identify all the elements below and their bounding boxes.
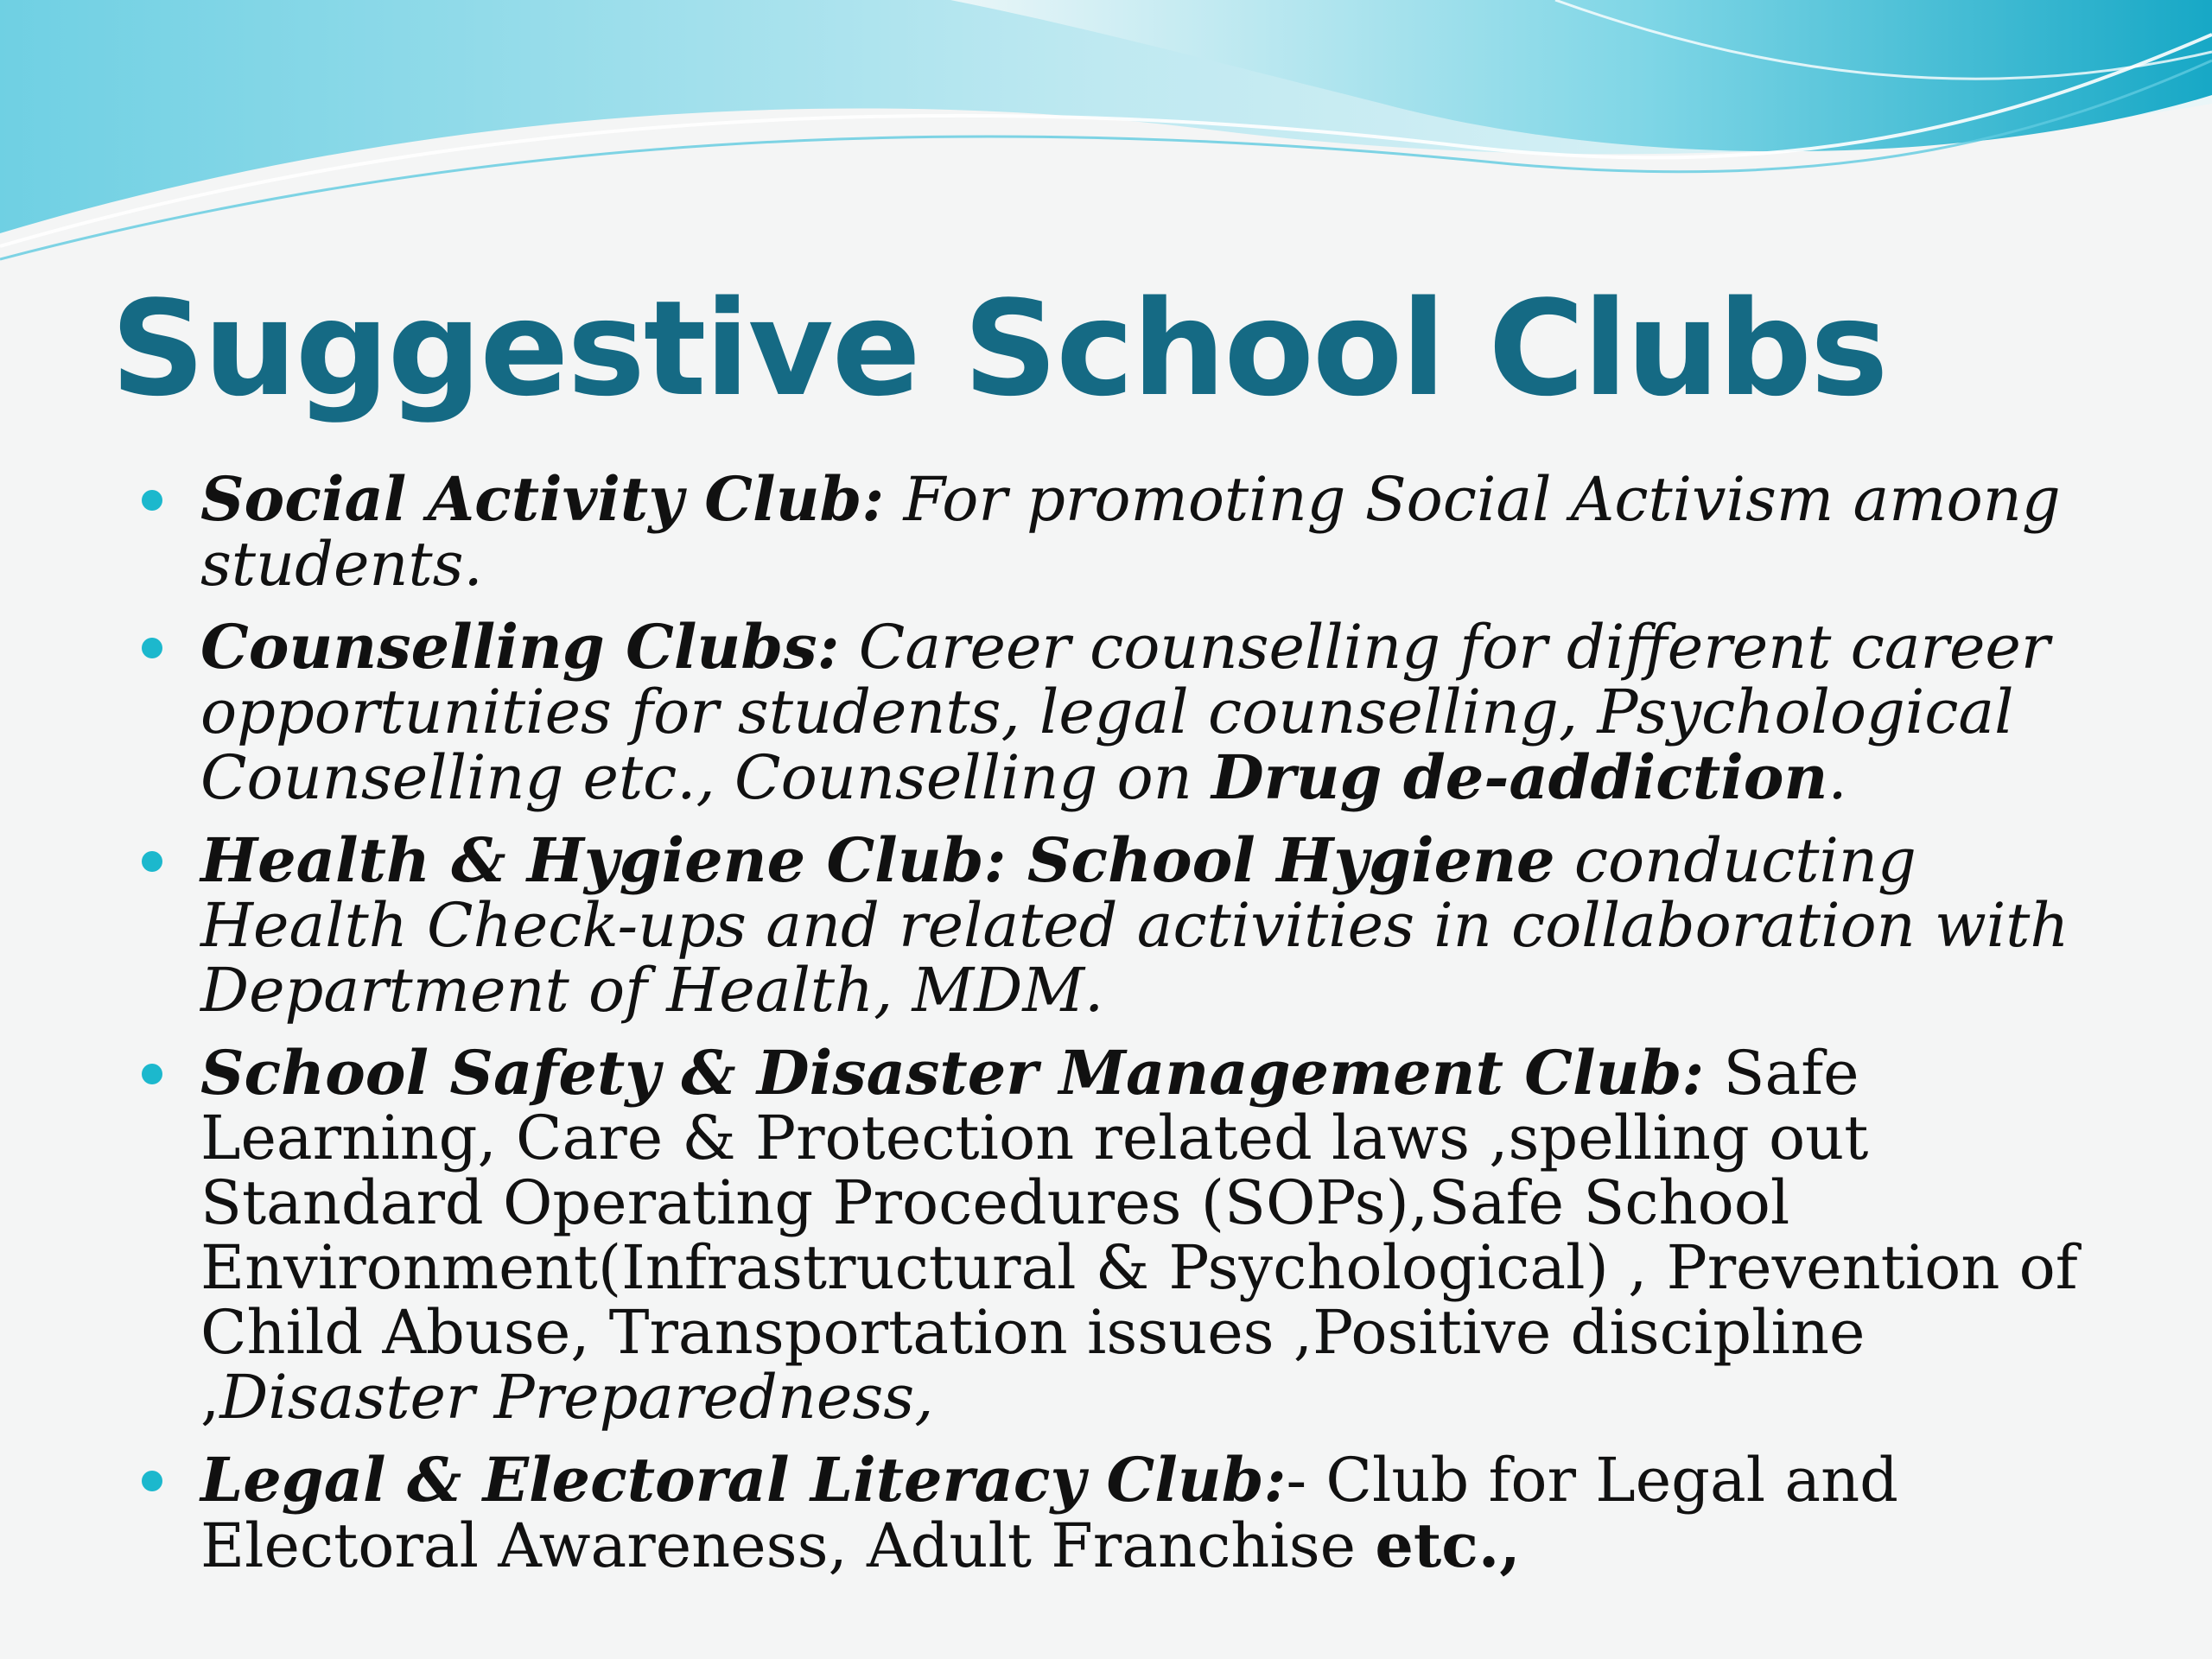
emphasis-text: Disaster Preparedness, xyxy=(219,1362,934,1433)
emphasis-text: etc., xyxy=(1375,1510,1521,1581)
club-name: Social Activity Club: xyxy=(200,463,885,535)
bullet-icon xyxy=(142,1471,162,1491)
bullet-icon xyxy=(142,1064,162,1084)
club-list xyxy=(138,463,2126,1596)
club-description: For promoting Social Activism among students. xyxy=(200,464,2061,600)
list-item xyxy=(138,611,2126,813)
bullet-icon xyxy=(142,638,162,658)
club-name: Legal & Electoral Literacy Club: xyxy=(200,1444,1287,1516)
header-wave-decoration xyxy=(0,0,2212,276)
list-item xyxy=(138,824,2126,1026)
list-item xyxy=(138,1444,2126,1581)
club-description: Safe Learning, Care & Protection related laws ,spelling out Standard Operating Procedures (SOPs),Safe School Environment(Infrastructural & Psychological) , Prevention of Child Abuse, Transportation issues ,Positive discipline , xyxy=(200,1038,2078,1433)
bullet-icon xyxy=(142,851,162,872)
list-item xyxy=(138,1037,2126,1433)
club-name: Counselling Clubs: xyxy=(200,611,840,683)
club-name: Health & Hygiene Club: School Hygiene xyxy=(200,824,1555,896)
emphasis-text: Drug de-addiction xyxy=(1211,741,1828,813)
bullet-icon xyxy=(142,490,162,511)
page-title: Suggestive School Clubs xyxy=(111,272,1887,425)
club-name: School Safety & Disaster Management Club: xyxy=(200,1037,1705,1109)
club-description-end: . xyxy=(1827,742,1847,813)
club-description: Career counselling for different career opportunities for students, legal counselling, Psychological Counselling etc., Counselling on xyxy=(200,612,2050,813)
club-description: conducting Health Check-ups and related activities in collaboration with Department of Health, MDM. xyxy=(200,825,2069,1026)
list-item xyxy=(138,463,2126,600)
club-description: - Club for Legal and Electoral Awareness, Adult Franchise xyxy=(200,1445,1898,1581)
